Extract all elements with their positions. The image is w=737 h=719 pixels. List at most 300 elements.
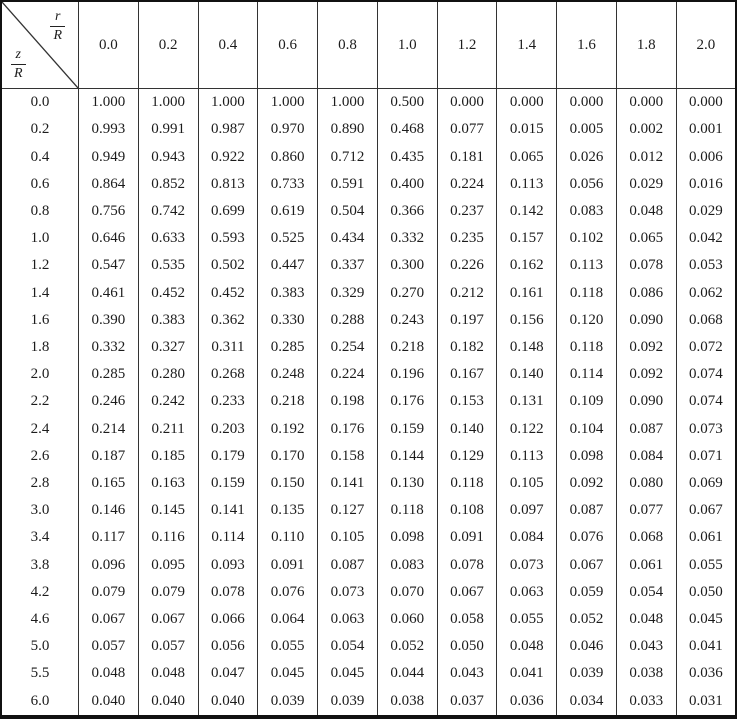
value-cell: 0.332	[79, 334, 139, 361]
value-cell: 0.084	[616, 443, 676, 470]
value-cell: 0.646	[79, 225, 139, 252]
value-cell: 0.077	[437, 116, 497, 143]
table-row	[1, 687, 736, 717]
value-cell: 0.043	[616, 633, 676, 660]
value-cell: 0.036	[676, 660, 736, 687]
value-cell: 0.148	[497, 334, 557, 361]
value-cell: 0.065	[497, 143, 557, 170]
value-cell: 0.447	[258, 252, 318, 279]
value-cell: 0.074	[676, 361, 736, 388]
value-cell: 0.311	[198, 334, 258, 361]
value-cell: 0.118	[557, 334, 617, 361]
value-cell: 0.280	[138, 361, 198, 388]
table-header	[1, 1, 736, 89]
row-label: 2.6	[30, 447, 50, 464]
value-cell: 1.000	[258, 89, 318, 117]
value-cell: 0.000	[676, 89, 736, 117]
value-cell: 0.048	[616, 198, 676, 225]
value-cell: 0.048	[79, 660, 139, 687]
row-label: 2.2	[30, 393, 50, 410]
row-label: 0.2	[30, 121, 50, 138]
value-cell: 0.127	[318, 497, 378, 524]
value-cell: 0.211	[138, 415, 198, 442]
value-cell: 0.006	[676, 143, 736, 170]
row-label: 2.0	[30, 366, 50, 383]
value-cell: 0.452	[138, 279, 198, 306]
value-cell: 0.041	[497, 660, 557, 687]
value-cell: 0.058	[437, 606, 497, 633]
value-cell: 0.077	[616, 497, 676, 524]
row-label: 1.6	[30, 311, 50, 328]
row-variable-denominator: R	[14, 65, 23, 81]
value-cell: 0.065	[616, 225, 676, 252]
value-cell: 0.337	[318, 252, 378, 279]
value-cell: 0.248	[258, 361, 318, 388]
value-cell: 0.182	[437, 334, 497, 361]
row-label: 3.0	[30, 502, 50, 519]
value-cell: 0.163	[138, 470, 198, 497]
value-cell: 0.073	[676, 415, 736, 442]
value-cell: 0.074	[676, 388, 736, 415]
value-cell: 0.144	[377, 443, 437, 470]
value-cell: 0.105	[497, 470, 557, 497]
value-cell: 0.039	[258, 687, 318, 717]
value-cell: 0.285	[258, 334, 318, 361]
value-cell: 0.052	[557, 606, 617, 633]
table-row	[1, 606, 736, 633]
value-cell: 0.949	[79, 143, 139, 170]
row-label: 6.0	[30, 692, 50, 709]
table-row	[1, 89, 736, 117]
value-cell: 0.502	[198, 252, 258, 279]
value-cell: 0.087	[318, 551, 378, 578]
value-cell: 0.619	[258, 198, 318, 225]
value-cell: 0.056	[557, 171, 617, 198]
value-cell: 0.064	[258, 606, 318, 633]
value-cell: 0.113	[497, 443, 557, 470]
row-label: 4.6	[30, 610, 50, 627]
value-cell: 0.212	[437, 279, 497, 306]
value-cell: 0.080	[616, 470, 676, 497]
corner-cell	[1, 1, 79, 89]
value-cell: 0.525	[258, 225, 318, 252]
value-cell: 0.072	[676, 334, 736, 361]
value-cell: 0.756	[79, 198, 139, 225]
value-cell: 0.076	[258, 579, 318, 606]
value-cell: 0.078	[437, 551, 497, 578]
value-cell: 0.813	[198, 171, 258, 198]
value-cell: 1.000	[138, 89, 198, 117]
value-cell: 0.113	[497, 171, 557, 198]
value-cell: 0.045	[258, 660, 318, 687]
value-cell: 1.000	[79, 89, 139, 117]
value-cell: 0.118	[377, 497, 437, 524]
table-row	[1, 660, 736, 687]
row-label: 4.2	[30, 583, 50, 600]
table-row	[1, 252, 736, 279]
value-cell: 0.150	[258, 470, 318, 497]
table-row	[1, 497, 736, 524]
value-cell: 0.059	[557, 579, 617, 606]
value-cell: 0.434	[318, 225, 378, 252]
value-cell: 0.135	[258, 497, 318, 524]
row-variable-numerator: z	[11, 47, 26, 65]
table-row	[1, 633, 736, 660]
value-cell: 0.036	[497, 687, 557, 717]
value-cell: 0.068	[676, 307, 736, 334]
col-variable-numerator: r	[50, 9, 65, 27]
value-cell: 0.067	[557, 551, 617, 578]
value-cell: 0.063	[497, 579, 557, 606]
value-cell: 0.046	[557, 633, 617, 660]
value-cell: 0.079	[79, 579, 139, 606]
row-label: 5.5	[30, 665, 50, 682]
value-cell: 0.029	[616, 171, 676, 198]
value-cell: 0.118	[437, 470, 497, 497]
value-cell: 0.086	[616, 279, 676, 306]
value-cell: 0.196	[377, 361, 437, 388]
value-cell: 0.712	[318, 143, 378, 170]
value-cell: 0.179	[198, 443, 258, 470]
value-cell: 0.157	[497, 225, 557, 252]
value-cell: 0.071	[676, 443, 736, 470]
row-label: 5.0	[30, 638, 50, 655]
value-cell: 0.097	[497, 497, 557, 524]
value-cell: 0.246	[79, 388, 139, 415]
column-header: 0.8	[318, 1, 378, 89]
value-cell: 0.110	[258, 524, 318, 551]
value-cell: 0.057	[138, 633, 198, 660]
table-row	[1, 361, 736, 388]
header-row	[1, 1, 736, 89]
value-cell: 0.073	[318, 579, 378, 606]
value-cell: 0.061	[616, 551, 676, 578]
value-cell: 0.153	[437, 388, 497, 415]
value-cell: 0.114	[557, 361, 617, 388]
column-header: 1.0	[377, 1, 437, 89]
value-cell: 0.176	[377, 388, 437, 415]
value-cell: 0.165	[79, 470, 139, 497]
value-cell: 0.329	[318, 279, 378, 306]
value-cell: 0.083	[557, 198, 617, 225]
row-label: 3.4	[30, 529, 50, 546]
value-cell: 0.044	[377, 660, 437, 687]
value-cell: 0.435	[377, 143, 437, 170]
value-cell: 0.108	[437, 497, 497, 524]
value-cell: 0.468	[377, 116, 437, 143]
value-cell: 0.993	[79, 116, 139, 143]
value-cell: 0.943	[138, 143, 198, 170]
value-cell: 0.332	[377, 225, 437, 252]
value-cell: 0.383	[138, 307, 198, 334]
value-cell: 0.056	[198, 633, 258, 660]
value-cell: 0.890	[318, 116, 378, 143]
column-header: 2.0	[676, 1, 736, 89]
value-cell: 0.055	[258, 633, 318, 660]
value-cell: 0.043	[437, 660, 497, 687]
row-label: 2.8	[30, 474, 50, 491]
value-cell: 0.237	[437, 198, 497, 225]
value-cell: 0.087	[557, 497, 617, 524]
row-label: 1.4	[30, 284, 50, 301]
value-cell: 0.040	[138, 687, 198, 717]
value-cell: 0.122	[497, 415, 557, 442]
column-header: 0.2	[138, 1, 198, 89]
value-cell: 0.069	[676, 470, 736, 497]
value-cell: 1.000	[198, 89, 258, 117]
value-cell: 0.048	[616, 606, 676, 633]
value-cell: 0.113	[557, 252, 617, 279]
row-label: 0.6	[30, 175, 50, 192]
value-cell: 0.362	[198, 307, 258, 334]
value-cell: 0.078	[616, 252, 676, 279]
value-cell: 0.083	[377, 551, 437, 578]
value-cell: 0.000	[497, 89, 557, 117]
value-cell: 0.141	[198, 497, 258, 524]
value-cell: 0.070	[377, 579, 437, 606]
value-cell: 0.181	[437, 143, 497, 170]
value-cell: 0.092	[557, 470, 617, 497]
value-cell: 0.167	[437, 361, 497, 388]
column-header: 1.6	[557, 1, 617, 89]
value-cell: 0.141	[318, 470, 378, 497]
value-cell: 0.000	[616, 89, 676, 117]
value-cell: 0.038	[616, 660, 676, 687]
value-cell: 0.096	[79, 551, 139, 578]
value-cell: 0.054	[616, 579, 676, 606]
table-row	[1, 116, 736, 143]
value-cell: 0.090	[616, 307, 676, 334]
value-cell: 0.547	[79, 252, 139, 279]
row-label: 0.8	[30, 202, 50, 219]
row-label: 2.4	[30, 420, 50, 437]
value-cell: 0.146	[79, 497, 139, 524]
row-label: 0.0	[30, 94, 50, 111]
value-cell: 0.233	[198, 388, 258, 415]
value-cell: 0.192	[258, 415, 318, 442]
value-cell: 0.500	[377, 89, 437, 117]
value-cell: 0.218	[258, 388, 318, 415]
value-cell: 0.131	[497, 388, 557, 415]
value-cell: 0.852	[138, 171, 198, 198]
value-cell: 0.161	[497, 279, 557, 306]
value-cell: 0.061	[676, 524, 736, 551]
value-cell: 0.130	[377, 470, 437, 497]
value-cell: 0.860	[258, 143, 318, 170]
value-cell: 0.214	[79, 415, 139, 442]
value-cell: 0.140	[437, 415, 497, 442]
value-cell: 0.170	[258, 443, 318, 470]
value-cell: 0.087	[616, 415, 676, 442]
value-cell: 0.383	[258, 279, 318, 306]
value-cell: 0.535	[138, 252, 198, 279]
value-cell: 0.045	[676, 606, 736, 633]
value-cell: 0.047	[198, 660, 258, 687]
col-variable-fraction	[48, 9, 67, 44]
value-cell: 0.105	[318, 524, 378, 551]
value-cell: 0.327	[138, 334, 198, 361]
value-cell: 0.001	[676, 116, 736, 143]
value-cell: 0.461	[79, 279, 139, 306]
value-cell: 0.039	[557, 660, 617, 687]
value-cell: 0.400	[377, 171, 437, 198]
value-cell: 0.042	[676, 225, 736, 252]
value-cell: 0.091	[437, 524, 497, 551]
value-cell: 0.114	[198, 524, 258, 551]
value-cell: 0.098	[377, 524, 437, 551]
value-cell: 0.060	[377, 606, 437, 633]
value-cell: 0.268	[198, 361, 258, 388]
table-row	[1, 470, 736, 497]
value-cell: 0.098	[557, 443, 617, 470]
value-cell: 0.699	[198, 198, 258, 225]
value-cell: 0.095	[138, 551, 198, 578]
value-cell: 0.034	[557, 687, 617, 717]
value-cell: 0.050	[676, 579, 736, 606]
value-cell: 0.633	[138, 225, 198, 252]
value-cell: 0.037	[437, 687, 497, 717]
value-cell: 0.270	[377, 279, 437, 306]
value-cell: 0.050	[437, 633, 497, 660]
value-cell: 0.000	[437, 89, 497, 117]
value-cell: 0.330	[258, 307, 318, 334]
value-cell: 0.226	[437, 252, 497, 279]
table-row	[1, 524, 736, 551]
value-cell: 0.288	[318, 307, 378, 334]
table-row	[1, 551, 736, 578]
col-variable-denominator: R	[53, 28, 62, 44]
value-cell: 0.366	[377, 198, 437, 225]
value-cell: 0.991	[138, 116, 198, 143]
table-row	[1, 334, 736, 361]
table-row	[1, 198, 736, 225]
value-cell: 0.002	[616, 116, 676, 143]
value-cell: 0.055	[676, 551, 736, 578]
value-cell: 0.053	[676, 252, 736, 279]
table-row	[1, 579, 736, 606]
value-cell: 0.109	[557, 388, 617, 415]
value-cell: 0.187	[79, 443, 139, 470]
value-cell: 0.063	[318, 606, 378, 633]
table-row	[1, 143, 736, 170]
value-cell: 0.203	[198, 415, 258, 442]
table-row	[1, 415, 736, 442]
value-cell: 0.156	[497, 307, 557, 334]
row-variable-fraction	[9, 47, 28, 82]
value-cell: 0.016	[676, 171, 736, 198]
value-cell: 0.116	[138, 524, 198, 551]
value-cell: 0.224	[437, 171, 497, 198]
value-cell: 0.005	[557, 116, 617, 143]
column-header: 0.0	[79, 1, 139, 89]
value-cell: 0.504	[318, 198, 378, 225]
table-row	[1, 171, 736, 198]
value-cell: 0.224	[318, 361, 378, 388]
table-row	[1, 279, 736, 306]
value-cell: 0.067	[437, 579, 497, 606]
value-cell: 0.057	[79, 633, 139, 660]
value-cell: 0.067	[138, 606, 198, 633]
value-cell: 0.078	[198, 579, 258, 606]
value-cell: 0.145	[138, 497, 198, 524]
table-row	[1, 388, 736, 415]
value-cell: 0.093	[198, 551, 258, 578]
row-label: 1.0	[30, 230, 50, 247]
value-cell: 1.000	[318, 89, 378, 117]
row-label: 1.8	[30, 338, 50, 355]
value-cell: 0.045	[318, 660, 378, 687]
value-cell: 0.733	[258, 171, 318, 198]
column-header: 1.4	[497, 1, 557, 89]
value-cell: 0.015	[497, 116, 557, 143]
row-label: 0.4	[30, 148, 50, 165]
value-cell: 0.452	[198, 279, 258, 306]
value-cell: 0.039	[318, 687, 378, 717]
value-cell: 0.073	[497, 551, 557, 578]
value-cell: 0.066	[198, 606, 258, 633]
value-cell: 0.033	[616, 687, 676, 717]
value-cell: 0.040	[198, 687, 258, 717]
row-label: 1.2	[30, 257, 50, 274]
value-cell: 0.091	[258, 551, 318, 578]
value-cell: 0.000	[557, 89, 617, 117]
value-cell: 0.029	[676, 198, 736, 225]
value-cell: 0.235	[437, 225, 497, 252]
value-cell: 0.742	[138, 198, 198, 225]
value-cell: 0.031	[676, 687, 736, 717]
value-cell: 0.922	[198, 143, 258, 170]
value-cell: 0.140	[497, 361, 557, 388]
value-cell: 0.159	[377, 415, 437, 442]
value-cell: 0.864	[79, 171, 139, 198]
value-cell: 0.176	[318, 415, 378, 442]
column-header: 1.2	[437, 1, 497, 89]
value-cell: 0.197	[437, 307, 497, 334]
value-cell: 0.040	[79, 687, 139, 717]
value-cell: 0.092	[616, 334, 676, 361]
table-row	[1, 307, 736, 334]
value-cell: 0.159	[198, 470, 258, 497]
value-cell: 0.084	[497, 524, 557, 551]
value-cell: 0.285	[79, 361, 139, 388]
value-cell: 0.052	[377, 633, 437, 660]
value-cell: 0.158	[318, 443, 378, 470]
value-cell: 0.162	[497, 252, 557, 279]
value-cell: 0.185	[138, 443, 198, 470]
value-cell: 0.092	[616, 361, 676, 388]
value-cell: 0.142	[497, 198, 557, 225]
value-cell: 0.012	[616, 143, 676, 170]
column-header: 1.8	[616, 1, 676, 89]
value-cell: 0.026	[557, 143, 617, 170]
value-cell: 0.067	[79, 606, 139, 633]
value-cell: 0.198	[318, 388, 378, 415]
value-cell: 0.067	[676, 497, 736, 524]
value-cell: 0.117	[79, 524, 139, 551]
value-cell: 0.048	[138, 660, 198, 687]
value-cell: 0.987	[198, 116, 258, 143]
value-cell: 0.242	[138, 388, 198, 415]
table-body	[1, 89, 736, 718]
value-cell: 0.218	[377, 334, 437, 361]
value-cell: 0.243	[377, 307, 437, 334]
value-cell: 0.055	[497, 606, 557, 633]
table-row	[1, 443, 736, 470]
value-cell: 0.102	[557, 225, 617, 252]
value-cell: 0.048	[497, 633, 557, 660]
value-cell: 0.591	[318, 171, 378, 198]
value-cell: 0.076	[557, 524, 617, 551]
